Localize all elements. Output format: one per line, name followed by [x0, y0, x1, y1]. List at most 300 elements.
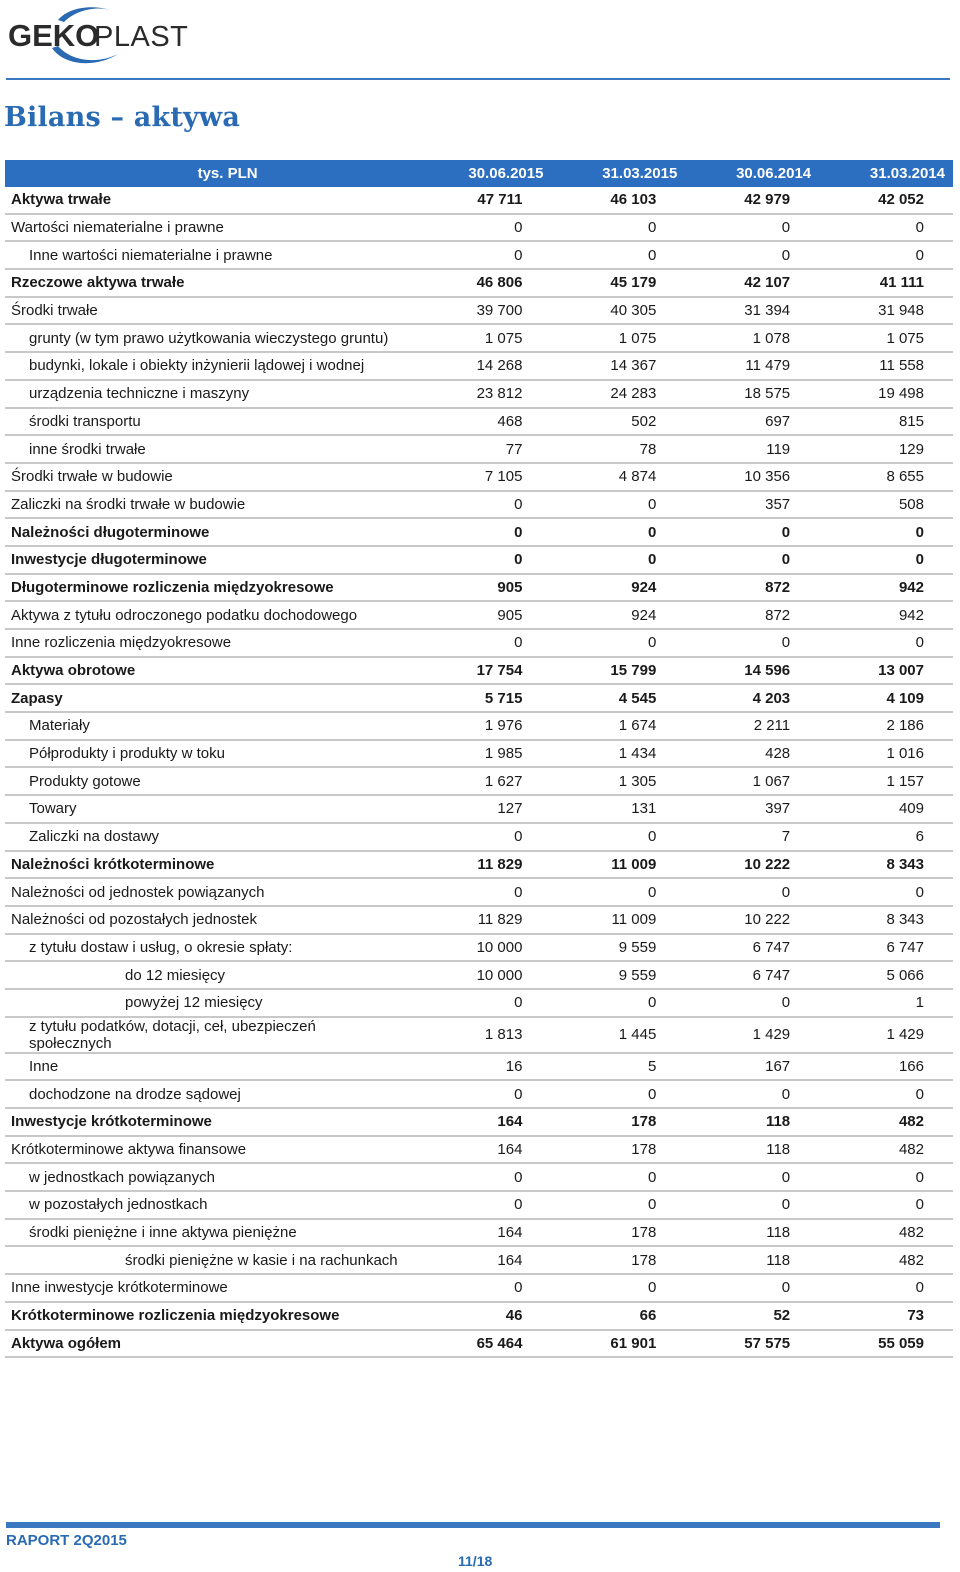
cell-value: 0: [551, 1274, 685, 1302]
row-label-text: Krótkoterminowe aktywa finansowe: [11, 1141, 247, 1159]
row-label: [5, 767, 418, 795]
row-label-text: Produkty gotowe: [29, 772, 141, 790]
cell-value: 1 445: [551, 1017, 685, 1053]
cell-value: 0: [551, 1163, 685, 1191]
row-label: [5, 851, 418, 879]
geko-plast-logo: [6, 2, 189, 72]
cell-value: 0: [819, 1163, 953, 1191]
cell-value: 1 305: [551, 767, 685, 795]
table-row: [5, 1108, 953, 1136]
cell-value: 1 067: [685, 767, 819, 795]
table-row: [5, 767, 953, 795]
row-label: [5, 712, 418, 740]
page-title: Bilans – aktywa: [4, 102, 241, 133]
logo-text-plast: PLAST: [94, 21, 189, 53]
row-label: [5, 1330, 418, 1358]
row-label-text: Materiały: [29, 717, 90, 735]
row-label-text: Inne inwestycje krótkoterminowe: [11, 1279, 228, 1297]
cell-value: 52: [685, 1302, 819, 1330]
cell-value: 42 107: [685, 269, 819, 297]
cell-value: 14 268: [418, 352, 552, 380]
cell-value: 905: [418, 601, 552, 629]
cell-value: 0: [418, 546, 552, 574]
table-row: [5, 961, 953, 989]
cell-value: 1 674: [551, 712, 685, 740]
cell-value: 0: [685, 1080, 819, 1108]
cell-value: 178: [551, 1219, 685, 1247]
cell-value: 1 078: [685, 324, 819, 352]
table-row: [5, 408, 953, 436]
row-label-text: Aktywa obrotowe: [11, 662, 136, 680]
cell-value: 1 157: [819, 767, 953, 795]
row-label: [5, 1219, 418, 1247]
row-label-text: Inne rozliczenia międzyokresowe: [11, 634, 232, 652]
cell-value: 178: [551, 1136, 685, 1164]
cell-value: 0: [819, 629, 953, 657]
column-header-date: 31.03.2015: [551, 160, 685, 187]
cell-value: 42 052: [819, 187, 953, 214]
table-row: [5, 1219, 953, 1247]
table-row: [5, 934, 953, 962]
row-label-text: środki pieniężne w kasie i na rachunkach: [125, 1251, 398, 1269]
row-label: [5, 408, 418, 436]
row-label-text: Towary: [29, 800, 77, 818]
cell-value: 0: [685, 214, 819, 242]
cell-value: 0: [819, 546, 953, 574]
table-row: [5, 1136, 953, 1164]
row-label: [5, 629, 418, 657]
cell-value: 167: [685, 1053, 819, 1081]
cell-value: 10 222: [685, 906, 819, 934]
row-label: [5, 601, 418, 629]
cell-value: 428: [685, 740, 819, 768]
row-label: [5, 380, 418, 408]
cell-value: 482: [819, 1219, 953, 1247]
row-label-text: z tytułu dostaw i usług, o okresie spłaty:: [29, 938, 293, 956]
table-row: [5, 657, 953, 685]
cell-value: 178: [551, 1246, 685, 1274]
row-label: [5, 878, 418, 906]
cell-value: 0: [819, 1274, 953, 1302]
row-label: [5, 1191, 418, 1219]
row-label-text: Inne: [29, 1057, 59, 1075]
cell-value: 77: [418, 435, 552, 463]
column-header-unit: tys. PLN: [5, 160, 418, 187]
cell-value: 17 754: [418, 657, 552, 685]
row-label: [5, 1274, 418, 1302]
table-row: [5, 989, 953, 1017]
footer-report-label: RAPORT 2Q2015: [6, 1532, 127, 1549]
cell-value: 1 016: [819, 740, 953, 768]
page-number: 11/18: [458, 1553, 493, 1569]
cell-value: 0: [819, 1191, 953, 1219]
cell-value: 10 222: [685, 851, 819, 879]
cell-value: 0: [685, 1274, 819, 1302]
table-row: [5, 1053, 953, 1081]
cell-value: 357: [685, 491, 819, 519]
row-label-text: powyżej 12 miesięcy: [125, 994, 263, 1012]
cell-value: 78: [551, 435, 685, 463]
cell-value: 6: [819, 823, 953, 851]
row-label: [5, 546, 418, 574]
cell-value: 6 747: [685, 934, 819, 962]
table-row: [5, 241, 953, 269]
row-label-text: Zaliczki na środki trwałe w budowie: [11, 495, 246, 513]
cell-value: 942: [819, 574, 953, 602]
cell-value: 872: [685, 574, 819, 602]
cell-value: 1 075: [551, 324, 685, 352]
table-row: [5, 1163, 953, 1191]
row-label: [5, 518, 418, 546]
cell-value: 0: [418, 629, 552, 657]
header-divider: [6, 78, 950, 80]
cell-value: 0: [551, 546, 685, 574]
table-header-row: [5, 160, 953, 187]
table-row: [5, 1080, 953, 1108]
cell-value: 8 655: [819, 463, 953, 491]
cell-value: 164: [418, 1219, 552, 1247]
table-row: [5, 214, 953, 242]
row-label: [5, 269, 418, 297]
cell-value: 0: [685, 241, 819, 269]
cell-value: 6 747: [685, 961, 819, 989]
row-label-text: Należności od jednostek powiązanych: [11, 883, 265, 901]
cell-value: 42 979: [685, 187, 819, 214]
cell-value: 164: [418, 1136, 552, 1164]
row-label-text: Rzeczowe aktywa trwałe: [11, 274, 185, 292]
row-label: [5, 463, 418, 491]
cell-value: 11 829: [418, 851, 552, 879]
table-row: [5, 712, 953, 740]
row-label-text: dochodzone na drodze sądowej: [29, 1085, 241, 1103]
cell-value: 1 075: [819, 324, 953, 352]
cell-value: 1 429: [819, 1017, 953, 1053]
cell-value: 131: [551, 795, 685, 823]
row-label: [5, 1017, 418, 1053]
cell-value: 119: [685, 435, 819, 463]
table-row: [5, 297, 953, 325]
row-label: [5, 961, 418, 989]
row-label-text: środki transportu: [29, 412, 141, 430]
row-label: [5, 657, 418, 685]
cell-value: 1 075: [418, 324, 552, 352]
cell-value: 118: [685, 1246, 819, 1274]
cell-value: 118: [685, 1108, 819, 1136]
cell-value: 0: [819, 878, 953, 906]
cell-value: 0: [418, 491, 552, 519]
table-row: [5, 463, 953, 491]
cell-value: 11 558: [819, 352, 953, 380]
cell-value: 5: [551, 1053, 685, 1081]
table-row: [5, 574, 953, 602]
cell-value: 2 211: [685, 712, 819, 740]
cell-value: 39 700: [418, 297, 552, 325]
row-label-text: inne środki trwałe: [29, 440, 146, 458]
cell-value: 0: [551, 518, 685, 546]
cell-value: 0: [551, 1080, 685, 1108]
cell-value: 2 186: [819, 712, 953, 740]
row-label: [5, 491, 418, 519]
row-label: [5, 795, 418, 823]
column-header-date: 31.03.2014: [819, 160, 953, 187]
cell-value: 8 343: [819, 906, 953, 934]
table-row: [5, 1017, 953, 1053]
cell-value: 815: [819, 408, 953, 436]
row-label-text: Inne wartości niematerialne i prawne: [29, 246, 273, 264]
logo-text-geko: GEKO: [8, 18, 100, 53]
cell-value: 31 948: [819, 297, 953, 325]
row-label: [5, 1108, 418, 1136]
cell-value: 1 429: [685, 1017, 819, 1053]
cell-value: 0: [551, 989, 685, 1017]
row-label: [5, 324, 418, 352]
cell-value: 164: [418, 1246, 552, 1274]
cell-value: 508: [819, 491, 953, 519]
row-label-text: Należności od pozostałych jednostek: [11, 911, 257, 929]
row-label-text: środki pieniężne i inne aktywa pieniężne: [29, 1224, 297, 1242]
cell-value: 178: [551, 1108, 685, 1136]
cell-value: 0: [685, 546, 819, 574]
cell-value: 482: [819, 1108, 953, 1136]
cell-value: 55 059: [819, 1330, 953, 1358]
row-label: [5, 1080, 418, 1108]
row-label: [5, 1302, 418, 1330]
cell-value: 0: [551, 629, 685, 657]
cell-value: 164: [418, 1108, 552, 1136]
table-row: [5, 1191, 953, 1219]
row-label-text: Aktywa trwałe: [11, 191, 112, 209]
row-label: [5, 241, 418, 269]
cell-value: 118: [685, 1136, 819, 1164]
table-row: [5, 1246, 953, 1274]
row-label-text: budynki, lokale i obiekty inżynierii lądowej i wodnej: [29, 357, 365, 375]
row-label-text: Środki trwałe w budowie: [11, 468, 173, 486]
row-label: [5, 214, 418, 242]
row-label-text: do 12 miesięcy: [125, 966, 226, 984]
cell-value: 5 066: [819, 961, 953, 989]
cell-value: 127: [418, 795, 552, 823]
cell-value: 31 394: [685, 297, 819, 325]
cell-value: 10 000: [418, 961, 552, 989]
column-header-date: 30.06.2014: [685, 160, 819, 187]
cell-value: 4 874: [551, 463, 685, 491]
cell-value: 1 627: [418, 767, 552, 795]
row-label-text: Inwestycje krótkoterminowe: [11, 1113, 212, 1131]
table-row: [5, 269, 953, 297]
row-label: [5, 934, 418, 962]
cell-value: 502: [551, 408, 685, 436]
row-label: [5, 823, 418, 851]
cell-value: 0: [418, 878, 552, 906]
cell-value: 11 829: [418, 906, 552, 934]
table-row: [5, 380, 953, 408]
cell-value: 14 596: [685, 657, 819, 685]
row-label-text: urządzenia techniczne i maszyny: [29, 385, 250, 403]
cell-value: 65 464: [418, 1330, 552, 1358]
cell-value: 73: [819, 1302, 953, 1330]
footer-divider: [6, 1522, 940, 1528]
cell-value: 1: [819, 989, 953, 1017]
table-row: [5, 823, 953, 851]
cell-value: 924: [551, 601, 685, 629]
cell-value: 57 575: [685, 1330, 819, 1358]
cell-value: 0: [819, 241, 953, 269]
cell-value: 1 976: [418, 712, 552, 740]
cell-value: 13 007: [819, 657, 953, 685]
cell-value: 924: [551, 574, 685, 602]
cell-value: 0: [418, 823, 552, 851]
cell-value: 18 575: [685, 380, 819, 408]
cell-value: 0: [685, 518, 819, 546]
table-row: [5, 851, 953, 879]
cell-value: 45 179: [551, 269, 685, 297]
row-label-text: Zapasy: [11, 689, 63, 707]
row-label-text: grunty (w tym prawo użytkowania wieczystego gruntu): [29, 329, 389, 347]
cell-value: 118: [685, 1219, 819, 1247]
cell-value: 47 711: [418, 187, 552, 214]
table-row: [5, 601, 953, 629]
cell-value: 0: [551, 214, 685, 242]
cell-value: 0: [551, 491, 685, 519]
cell-value: 23 812: [418, 380, 552, 408]
cell-value: 11 009: [551, 851, 685, 879]
cell-value: 0: [418, 1080, 552, 1108]
row-label-text: Należności długoterminowe: [11, 523, 210, 541]
table-row: [5, 629, 953, 657]
cell-value: 10 000: [418, 934, 552, 962]
cell-value: 1 813: [418, 1017, 552, 1053]
cell-value: 0: [418, 989, 552, 1017]
table-row: [5, 546, 953, 574]
cell-value: 0: [418, 518, 552, 546]
row-label: [5, 684, 418, 712]
cell-value: 7 105: [418, 463, 552, 491]
cell-value: 397: [685, 795, 819, 823]
cell-value: 24 283: [551, 380, 685, 408]
cell-value: 46 806: [418, 269, 552, 297]
cell-value: 0: [418, 241, 552, 269]
cell-value: 8 343: [819, 851, 953, 879]
cell-value: 15 799: [551, 657, 685, 685]
table-row: [5, 684, 953, 712]
row-label-text: Wartości niematerialne i prawne: [11, 219, 224, 237]
cell-value: 9 559: [551, 934, 685, 962]
row-label: [5, 740, 418, 768]
cell-value: 61 901: [551, 1330, 685, 1358]
table-row: [5, 187, 953, 214]
cell-value: 697: [685, 408, 819, 436]
row-label: [5, 187, 418, 214]
cell-value: 0: [819, 1080, 953, 1108]
table-row: [5, 795, 953, 823]
row-label-text: Długoterminowe rozliczenia międzyokresowe: [11, 578, 334, 596]
cell-value: 5 715: [418, 684, 552, 712]
table-row: [5, 1330, 953, 1358]
row-label-text: Aktywa z tytułu odroczonego podatku dochodowego: [11, 606, 358, 624]
row-label: [5, 574, 418, 602]
row-label: [5, 435, 418, 463]
cell-value: 0: [685, 989, 819, 1017]
table-row: [5, 1302, 953, 1330]
cell-value: 40 305: [551, 297, 685, 325]
row-label-text: Zaliczki na dostawy: [29, 828, 160, 846]
row-label-text: Należności krótkoterminowe: [11, 855, 215, 873]
cell-value: 0: [819, 214, 953, 242]
cell-value: 41 111: [819, 269, 953, 297]
cell-value: 9 559: [551, 961, 685, 989]
table-row: [5, 435, 953, 463]
cell-value: 66: [551, 1302, 685, 1330]
row-label: [5, 1053, 418, 1081]
table-row: [5, 518, 953, 546]
cell-value: 0: [685, 629, 819, 657]
cell-value: 4 545: [551, 684, 685, 712]
cell-value: 7: [685, 823, 819, 851]
table-row: [5, 878, 953, 906]
cell-value: 4 109: [819, 684, 953, 712]
cell-value: 0: [551, 878, 685, 906]
cell-value: 1 985: [418, 740, 552, 768]
row-label-text: Półprodukty i produkty w toku: [29, 745, 225, 763]
row-label-text: w jednostkach powiązanych: [29, 1168, 215, 1186]
cell-value: 16: [418, 1053, 552, 1081]
cell-value: 409: [819, 795, 953, 823]
table-row: [5, 906, 953, 934]
cell-value: 6 747: [819, 934, 953, 962]
cell-value: 0: [685, 1163, 819, 1191]
cell-value: 482: [819, 1246, 953, 1274]
balance-sheet-table: [5, 160, 953, 1358]
cell-value: 872: [685, 601, 819, 629]
cell-value: 0: [418, 214, 552, 242]
cell-value: 905: [418, 574, 552, 602]
table-row: [5, 491, 953, 519]
row-label-text: Inwestycje długoterminowe: [11, 551, 207, 569]
row-label: [5, 989, 418, 1017]
cell-value: 10 356: [685, 463, 819, 491]
cell-value: 129: [819, 435, 953, 463]
cell-value: 0: [551, 823, 685, 851]
table-row: [5, 740, 953, 768]
row-label: [5, 352, 418, 380]
cell-value: 4 203: [685, 684, 819, 712]
column-header-date: 30.06.2015: [418, 160, 552, 187]
cell-value: 0: [819, 518, 953, 546]
row-label: [5, 1136, 418, 1164]
cell-value: 0: [418, 1274, 552, 1302]
cell-value: 11 479: [685, 352, 819, 380]
row-label-text: Aktywa ogółem: [11, 1334, 122, 1352]
cell-value: 11 009: [551, 906, 685, 934]
row-label: [5, 1163, 418, 1191]
row-label-text: Krótkoterminowe rozliczenia międzyokresowe: [11, 1307, 340, 1325]
row-label-text: Środki trwałe: [11, 302, 98, 320]
row-label-text: w pozostałych jednostkach: [29, 1196, 208, 1214]
cell-value: 14 367: [551, 352, 685, 380]
cell-value: 0: [685, 1191, 819, 1219]
cell-value: 0: [551, 241, 685, 269]
row-label: [5, 297, 418, 325]
cell-value: 0: [418, 1191, 552, 1219]
cell-value: 0: [685, 878, 819, 906]
cell-value: 46 103: [551, 187, 685, 214]
row-label-text: z tytułu podatków, dotacji, ceł, ubezpieczeń społecznych: [29, 1017, 316, 1052]
table-row: [5, 324, 953, 352]
cell-value: 482: [819, 1136, 953, 1164]
cell-value: 19 498: [819, 380, 953, 408]
table-row: [5, 1274, 953, 1302]
table-body: [5, 187, 953, 1357]
